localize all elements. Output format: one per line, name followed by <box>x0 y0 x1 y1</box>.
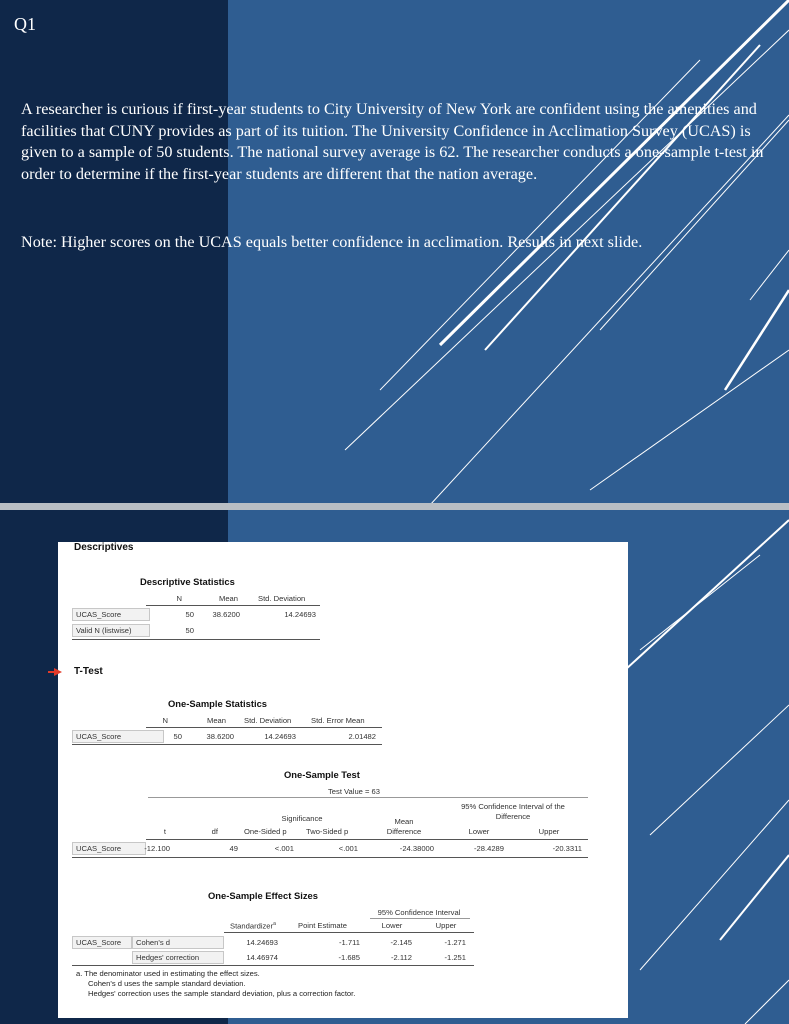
ost-ci-header-1: 95% Confidence Interval of the <box>461 802 565 811</box>
es-header-standardizer: Standardizer$^a$ <box>230 921 276 931</box>
ost-mean-diff-header-1: Mean <box>394 817 414 826</box>
oss-n: 50 <box>173 732 182 741</box>
ost-mean-diff: -24.38000 <box>399 844 434 853</box>
es-cohens-standardizer: 14.24693 <box>246 938 278 947</box>
ost-ci-header-2: Difference <box>495 812 531 821</box>
ost-df: 49 <box>229 844 238 853</box>
ds-n: 50 <box>185 610 194 619</box>
es-header-rule <box>224 932 474 933</box>
ost-header-df: df <box>211 827 218 836</box>
ost-one-sided-p: <.001 <box>274 844 294 853</box>
question-note: Note: Higher scores on the UCAS equals better confidence in acclimation. Results in next slide. <box>21 233 643 251</box>
ttest-heading: T-Test <box>74 666 103 677</box>
oss-sem: 2.01482 <box>348 732 376 741</box>
ost-header-two-sided: Two-Sided p <box>306 827 349 836</box>
ost-t: -12.100 <box>144 844 170 853</box>
es-cohens-d-label: Cohen's d <box>136 938 170 947</box>
es-footnote-1: a. The denominator used in estimating the effect sizes. <box>76 969 260 978</box>
es-cohens-point: -1.711 <box>339 938 360 947</box>
es-hedges-standardizer: 14.46974 <box>246 953 278 962</box>
es-hedges-upper: -1.251 <box>444 953 466 962</box>
ost-header-lower: Lower <box>468 827 490 836</box>
ds-header-rule <box>146 605 320 606</box>
one-sample-statistics-title: One-Sample Statistics <box>168 698 267 709</box>
oss-header-rule <box>146 727 382 728</box>
es-footnote-3: Hedges' correction uses the sample standard deviation, plus a correction factor. <box>88 989 356 998</box>
oss-bottom-rule <box>72 744 382 745</box>
oss-row-label: UCAS_Score <box>76 732 122 741</box>
ds-bottom-rule <box>72 639 320 640</box>
oss-header-n: N <box>162 716 168 725</box>
slide-question <box>0 0 789 505</box>
ost-two-sided-p: <.001 <box>338 844 358 853</box>
slide-results <box>0 510 789 1024</box>
ost-test-value-rule <box>148 797 588 798</box>
ds-header-sd: Std. Deviation <box>258 594 306 603</box>
slide-separator <box>0 503 789 510</box>
spss-output-panel <box>58 542 628 1018</box>
oss-sd: 14.24693 <box>264 732 296 741</box>
ost-bottom-rule <box>72 857 588 858</box>
es-superscript: a <box>273 921 276 927</box>
ost-significance-header: Significance <box>281 814 323 823</box>
oss-header-sem: Std. Error Mean <box>311 716 365 725</box>
ds-header-mean: Mean <box>219 594 238 603</box>
ost-header-upper: Upper <box>538 827 560 836</box>
question-label: Q1 <box>14 14 36 34</box>
ost-lower: -28.4289 <box>474 844 504 853</box>
es-header-lower: Lower <box>381 921 403 930</box>
ds-mean: 38.6200 <box>212 610 240 619</box>
question-text: A researcher is curious if first-year students to City University of New York are confident using the amenities and facilities that CUNY provides as part of its tuition. The University Confidence in Acclimation Survey (UCAS) is given to a sample of 50 students. The national survey average is 62. The researcher conducts a one-sample t-test in order to determine if the first-year students are different that the nation average. <box>21 100 764 183</box>
ost-header-one-sided: One-Sided p <box>244 827 287 836</box>
es-footnote-2: Cohen's d uses the sample standard deviation. <box>88 979 246 988</box>
ds-row-label: UCAS_Score <box>76 610 122 619</box>
es-cohens-lower: -2.145 <box>390 938 412 947</box>
ost-header-t: t <box>163 827 166 836</box>
es-hedges-label: Hedges' correction <box>136 953 200 962</box>
ds-sd: 14.24693 <box>284 610 316 619</box>
effect-sizes-title: One-Sample Effect Sizes <box>208 890 318 901</box>
es-header-upper: Upper <box>435 921 457 930</box>
es-hedges-lower: -2.112 <box>391 953 412 962</box>
es-ci-header: 95% Confidence Interval <box>377 908 461 917</box>
es-ci-rule <box>370 918 470 919</box>
ost-mean-diff-header-2: Difference <box>386 827 422 836</box>
es-header-point-estimate: Point Estimate <box>298 921 347 930</box>
ds-valid-n: 50 <box>185 626 194 635</box>
ost-upper: -20.3311 <box>552 844 582 853</box>
oss-mean: 38.6200 <box>206 732 234 741</box>
arrow-icon <box>54 668 62 676</box>
oss-header-mean: Mean <box>207 716 226 725</box>
ost-test-value: Test Value = 63 <box>328 787 380 796</box>
descriptives-heading: Descriptives <box>74 542 134 553</box>
descriptive-statistics-title: Descriptive Statistics <box>140 576 235 587</box>
es-row-label: UCAS_Score <box>76 938 122 947</box>
ds-valid-label: Valid N (listwise) <box>76 626 132 635</box>
oss-header-sd: Std. Deviation <box>244 716 292 725</box>
ost-header-rule <box>146 839 588 840</box>
es-hedges-point: -1.685 <box>338 953 360 962</box>
one-sample-test-title: One-Sample Test <box>284 769 360 780</box>
es-bottom-rule <box>72 965 474 966</box>
ds-header-n: N <box>176 594 182 603</box>
ost-row-label: UCAS_Score <box>76 844 122 853</box>
es-cohens-upper: -1.271 <box>444 938 466 947</box>
